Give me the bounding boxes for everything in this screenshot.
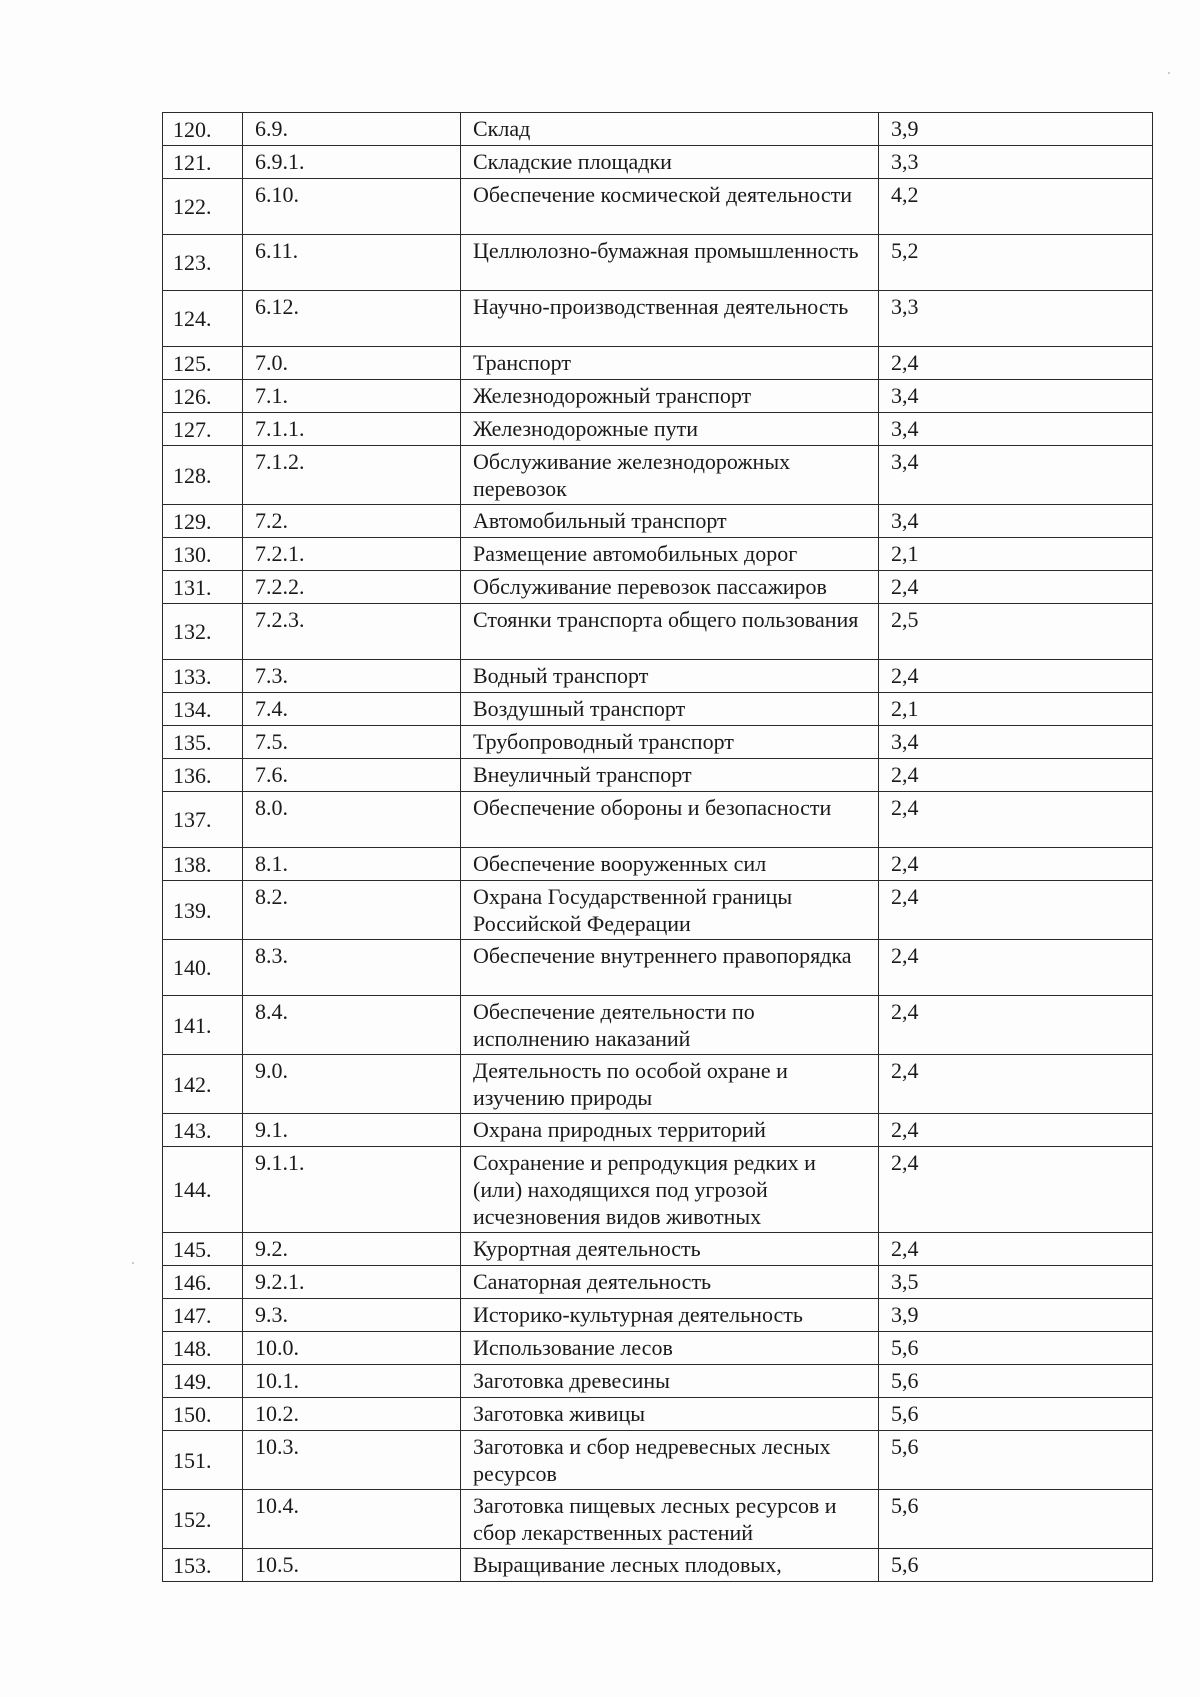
row-value: 3,4 xyxy=(879,380,1153,413)
table-row xyxy=(163,848,1153,881)
row-name: Заготовка и сбор недревесных лесных ресурсов xyxy=(461,1431,879,1490)
row-number: 130. xyxy=(163,538,243,571)
row-number: 143. xyxy=(163,1114,243,1147)
row-name: Обеспечение космической деятельности xyxy=(461,179,879,235)
row-name: Трубопроводный транспорт xyxy=(461,726,879,759)
row-code: 10.3. xyxy=(243,1431,461,1490)
row-value: 3,4 xyxy=(879,446,1153,505)
row-value: 2,4 xyxy=(879,1114,1153,1147)
row-number: 136. xyxy=(163,759,243,792)
row-code: 7.6. xyxy=(243,759,461,792)
row-name: Деятельность по особой охране и изучению природы xyxy=(461,1055,879,1114)
row-code: 9.2. xyxy=(243,1233,461,1266)
row-number: 137. xyxy=(163,792,243,848)
row-code: 7.1.1. xyxy=(243,413,461,446)
row-number: 150. xyxy=(163,1398,243,1431)
table-row xyxy=(163,1055,1153,1114)
table-row xyxy=(163,1332,1153,1365)
row-code: 7.0. xyxy=(243,347,461,380)
row-value: 5,6 xyxy=(879,1398,1153,1431)
row-number: 128. xyxy=(163,446,243,505)
row-code: 10.2. xyxy=(243,1398,461,1431)
scan-speck xyxy=(132,1262,134,1264)
row-name: Историко-культурная деятельность xyxy=(461,1299,879,1332)
row-code: 8.0. xyxy=(243,792,461,848)
row-name: Водный транспорт xyxy=(461,660,879,693)
row-code: 7.2.2. xyxy=(243,571,461,604)
row-value: 2,4 xyxy=(879,881,1153,940)
table-row xyxy=(163,1266,1153,1299)
row-name: Заготовка живицы xyxy=(461,1398,879,1431)
row-value: 3,4 xyxy=(879,413,1153,446)
row-value: 2,4 xyxy=(879,1233,1153,1266)
row-value: 2,4 xyxy=(879,792,1153,848)
row-value: 5,6 xyxy=(879,1549,1153,1582)
row-number: 151. xyxy=(163,1431,243,1490)
row-name: Санаторная деятельность xyxy=(461,1266,879,1299)
row-number: 131. xyxy=(163,571,243,604)
row-name: Транспорт xyxy=(461,347,879,380)
row-number: 141. xyxy=(163,996,243,1055)
row-code: 8.4. xyxy=(243,996,461,1055)
row-name: Использование лесов xyxy=(461,1332,879,1365)
row-value: 3,9 xyxy=(879,1299,1153,1332)
row-code: 6.9.1. xyxy=(243,146,461,179)
row-name: Обеспечение обороны и безопасности xyxy=(461,792,879,848)
row-value: 2,4 xyxy=(879,347,1153,380)
row-name: Складские площадки xyxy=(461,146,879,179)
row-value: 2,4 xyxy=(879,848,1153,881)
row-name: Железнодорожный транспорт xyxy=(461,380,879,413)
row-code: 9.3. xyxy=(243,1299,461,1332)
table-row xyxy=(163,347,1153,380)
row-name: Обслуживание перевозок пассажиров xyxy=(461,571,879,604)
row-number: 149. xyxy=(163,1365,243,1398)
row-name: Внеуличный транспорт xyxy=(461,759,879,792)
row-code: 10.0. xyxy=(243,1332,461,1365)
table-row xyxy=(163,1147,1153,1233)
row-code: 6.11. xyxy=(243,235,461,291)
row-code: 6.12. xyxy=(243,291,461,347)
row-value: 2,4 xyxy=(879,1147,1153,1233)
row-number: 133. xyxy=(163,660,243,693)
row-value: 2,4 xyxy=(879,660,1153,693)
row-value: 5,6 xyxy=(879,1332,1153,1365)
row-value: 2,1 xyxy=(879,693,1153,726)
row-code: 9.1. xyxy=(243,1114,461,1147)
row-name: Охрана природных территорий xyxy=(461,1114,879,1147)
row-code: 7.1.2. xyxy=(243,446,461,505)
row-code: 7.1. xyxy=(243,380,461,413)
row-value: 2,4 xyxy=(879,759,1153,792)
table-row xyxy=(163,940,1153,996)
table-row xyxy=(163,693,1153,726)
row-code: 7.5. xyxy=(243,726,461,759)
row-name: Целлюлозно-бумажная промышленность xyxy=(461,235,879,291)
row-code: 10.5. xyxy=(243,1549,461,1582)
row-name: Обеспечение вооруженных сил xyxy=(461,848,879,881)
row-number: 120. xyxy=(163,113,243,146)
row-number: 139. xyxy=(163,881,243,940)
table-row xyxy=(163,413,1153,446)
row-value: 2,4 xyxy=(879,571,1153,604)
table-row xyxy=(163,792,1153,848)
row-value: 2,4 xyxy=(879,996,1153,1055)
row-code: 9.0. xyxy=(243,1055,461,1114)
row-name: Обслуживание железнодорожных перевозок xyxy=(461,446,879,505)
table-row xyxy=(163,1431,1153,1490)
row-value: 4,2 xyxy=(879,179,1153,235)
row-name: Курортная деятельность xyxy=(461,1233,879,1266)
row-value: 3,4 xyxy=(879,726,1153,759)
row-number: 132. xyxy=(163,604,243,660)
table-row xyxy=(163,571,1153,604)
row-name: Автомобильный транспорт xyxy=(461,505,879,538)
row-value: 3,9 xyxy=(879,113,1153,146)
row-name: Воздушный транспорт xyxy=(461,693,879,726)
row-code: 6.10. xyxy=(243,179,461,235)
row-number: 127. xyxy=(163,413,243,446)
row-value: 3,3 xyxy=(879,291,1153,347)
row-number: 142. xyxy=(163,1055,243,1114)
row-code: 10.4. xyxy=(243,1490,461,1549)
table-row xyxy=(163,446,1153,505)
row-name: Обеспечение деятельности по исполнению наказаний xyxy=(461,996,879,1055)
row-code: 7.2. xyxy=(243,505,461,538)
row-number: 148. xyxy=(163,1332,243,1365)
row-number: 138. xyxy=(163,848,243,881)
table-row xyxy=(163,179,1153,235)
table-row xyxy=(163,1114,1153,1147)
row-code: 7.2.1. xyxy=(243,538,461,571)
row-code: 7.2.3. xyxy=(243,604,461,660)
table-row xyxy=(163,538,1153,571)
table-row xyxy=(163,380,1153,413)
row-number: 121. xyxy=(163,146,243,179)
table-row xyxy=(163,660,1153,693)
row-number: 144. xyxy=(163,1147,243,1233)
row-name: Сохранение и репродукция редких и (или) находящихся под угрозой исчезновения видов животных xyxy=(461,1147,879,1233)
row-value: 2,1 xyxy=(879,538,1153,571)
table-row xyxy=(163,291,1153,347)
row-number: 129. xyxy=(163,505,243,538)
table-row xyxy=(163,881,1153,940)
row-number: 152. xyxy=(163,1490,243,1549)
row-value: 2,4 xyxy=(879,1055,1153,1114)
row-code: 8.1. xyxy=(243,848,461,881)
row-code: 10.1. xyxy=(243,1365,461,1398)
row-number: 123. xyxy=(163,235,243,291)
row-number: 135. xyxy=(163,726,243,759)
row-name: Заготовка древесины xyxy=(461,1365,879,1398)
row-number: 140. xyxy=(163,940,243,996)
table-row xyxy=(163,726,1153,759)
table-row xyxy=(163,146,1153,179)
row-code: 7.3. xyxy=(243,660,461,693)
row-number: 134. xyxy=(163,693,243,726)
row-name: Склад xyxy=(461,113,879,146)
row-value: 5,6 xyxy=(879,1365,1153,1398)
row-value: 5,2 xyxy=(879,235,1153,291)
row-number: 153. xyxy=(163,1549,243,1582)
row-code: 6.9. xyxy=(243,113,461,146)
table-row xyxy=(163,1490,1153,1549)
row-number: 124. xyxy=(163,291,243,347)
row-number: 126. xyxy=(163,380,243,413)
row-number: 147. xyxy=(163,1299,243,1332)
row-number: 125. xyxy=(163,347,243,380)
row-value: 5,6 xyxy=(879,1490,1153,1549)
table-row xyxy=(163,505,1153,538)
row-code: 9.2.1. xyxy=(243,1266,461,1299)
row-name: Охрана Государственной границы Российской Федерации xyxy=(461,881,879,940)
row-code: 9.1.1. xyxy=(243,1147,461,1233)
table-row xyxy=(163,1549,1153,1582)
row-value: 3,5 xyxy=(879,1266,1153,1299)
row-number: 146. xyxy=(163,1266,243,1299)
table-row xyxy=(163,1365,1153,1398)
row-name: Железнодорожные пути xyxy=(461,413,879,446)
row-number: 145. xyxy=(163,1233,243,1266)
row-name: Обеспечение внутреннего правопорядка xyxy=(461,940,879,996)
row-code: 8.2. xyxy=(243,881,461,940)
row-name: Научно-производственная деятельность xyxy=(461,291,879,347)
row-value: 2,5 xyxy=(879,604,1153,660)
row-name: Стоянки транспорта общего пользования xyxy=(461,604,879,660)
table-body xyxy=(163,113,1153,1582)
land-use-registry-table xyxy=(162,112,1153,1582)
table-row xyxy=(163,604,1153,660)
row-name: Размещение автомобильных дорог xyxy=(461,538,879,571)
row-name: Заготовка пищевых лесных ресурсов и сбор лекарственных растений xyxy=(461,1490,879,1549)
row-code: 8.3. xyxy=(243,940,461,996)
table-row xyxy=(163,1398,1153,1431)
row-value: 3,3 xyxy=(879,146,1153,179)
table-row xyxy=(163,113,1153,146)
table-row xyxy=(163,1299,1153,1332)
row-number: 122. xyxy=(163,179,243,235)
table-row xyxy=(163,759,1153,792)
table-row xyxy=(163,996,1153,1055)
row-value: 2,4 xyxy=(879,940,1153,996)
row-code: 7.4. xyxy=(243,693,461,726)
scan-speck xyxy=(1168,72,1170,74)
row-value: 3,4 xyxy=(879,505,1153,538)
row-value: 5,6 xyxy=(879,1431,1153,1490)
table-row xyxy=(163,1233,1153,1266)
table-row xyxy=(163,235,1153,291)
row-name: Выращивание лесных плодовых, xyxy=(461,1549,879,1582)
